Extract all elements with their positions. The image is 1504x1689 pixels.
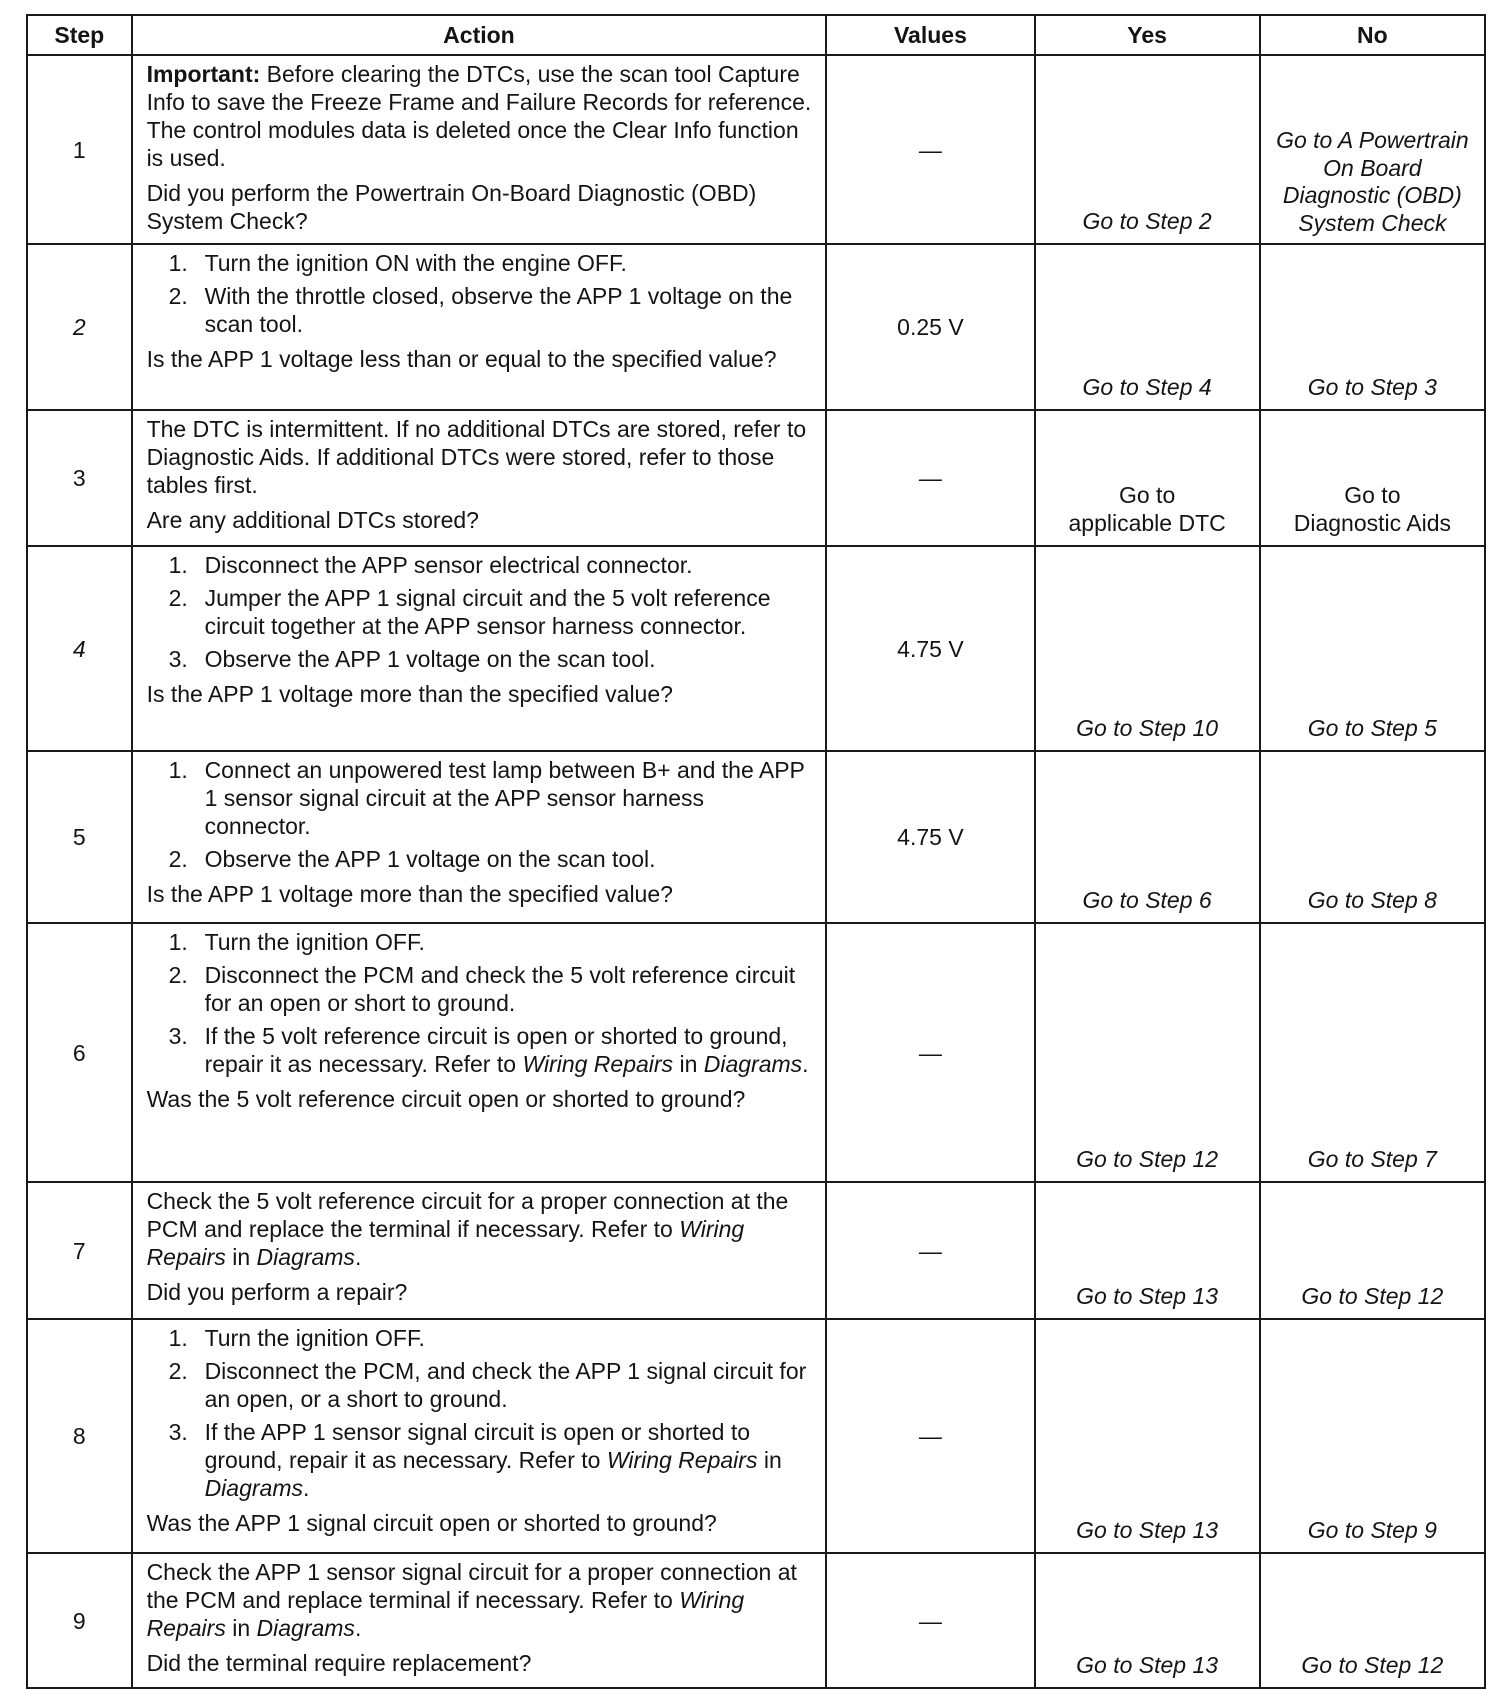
action-cell (132, 751, 827, 923)
value-cell: — (826, 1182, 1034, 1319)
header-step: Step (27, 15, 132, 55)
action-question: Was the 5 volt reference circuit open or shorted to ground? (146, 1086, 746, 1112)
yes-link[interactable]: Go to Step 12 (1035, 923, 1260, 1182)
step-number: 6 (27, 923, 132, 1182)
list-item: 3. If the 5 volt reference circuit is open or shorted to ground, repair it as necessary. Refer to Wiring Repairs in Diagrams. (168, 1023, 809, 1077)
important-label: Important: (146, 61, 261, 87)
table-row (27, 244, 1485, 410)
action-steps (147, 249, 816, 338)
no-link[interactable]: Go to Step 12 (1260, 1182, 1485, 1319)
action-question: Is the APP 1 voltage more than the specified value? (146, 681, 673, 707)
value-cell: 0.25 V (826, 244, 1034, 410)
table-row (27, 923, 1485, 1182)
list-item: 1. Turn the ignition OFF. (168, 929, 425, 955)
table-row (27, 751, 1485, 923)
header-action: Action (132, 15, 827, 55)
action-steps (147, 756, 816, 873)
list-item: 3. Observe the APP 1 voltage on the scan tool. (168, 646, 656, 672)
table-row (27, 546, 1485, 751)
no-link[interactable]: Go to Step 8 (1260, 751, 1485, 923)
value-cell: 4.75 V (826, 751, 1034, 923)
action-text: Check the 5 volt reference circuit for a proper connection at the PCM and replace the terminal if necessary. Refer to Wiring Repairs in Diagrams. (146, 1188, 789, 1270)
action-steps (147, 1324, 816, 1502)
no-link[interactable]: Go to Diagnostic Aids (1260, 410, 1485, 546)
action-steps (147, 928, 816, 1078)
action-cell (132, 244, 827, 410)
action-text: Check the APP 1 sensor signal circuit for a proper connection at the PCM and replace terminal if necessary. Refer to Wiring Repairs in Diagrams. (146, 1559, 797, 1641)
step-number: 3 (27, 410, 132, 546)
yes-link[interactable]: Go to Step 13 (1035, 1182, 1260, 1319)
action-question: Did the terminal require replacement? (146, 1650, 532, 1676)
action-question: Are any additional DTCs stored? (146, 507, 479, 533)
value-cell: 4.75 V (826, 546, 1034, 751)
yes-link[interactable]: Go to Step 10 (1035, 546, 1260, 751)
action-text: The DTC is intermittent. If no additional DTCs are stored, refer to Diagnostic Aids. If additional DTCs were stored, refer to those tables first. (146, 416, 807, 498)
action-cell (132, 55, 827, 244)
list-item: 1. Disconnect the APP sensor electrical connector. (168, 552, 693, 578)
step-number: 1 (27, 55, 132, 244)
action-question: Is the APP 1 voltage more than the specified value? (146, 881, 673, 907)
no-link[interactable]: Go to Step 5 (1260, 546, 1485, 751)
action-steps (147, 551, 816, 673)
no-link[interactable]: Go to Step 12 (1260, 1553, 1485, 1688)
list-item: 1. Connect an unpowered test lamp between B+ and the APP 1 sensor signal circuit at the APP sensor harness connector. (168, 757, 805, 839)
no-link[interactable]: Go to Step 7 (1260, 923, 1485, 1182)
action-question: Did you perform the Powertrain On-Board Diagnostic (OBD) System Check? (146, 180, 757, 234)
yes-link[interactable]: Go to Step 2 (1035, 55, 1260, 244)
action-cell (132, 1319, 827, 1553)
list-item: 2. Jumper the APP 1 signal circuit and the 5 volt reference circuit together at the APP sensor harness connector. (168, 585, 771, 639)
list-item: 3. If the APP 1 sensor signal circuit is open or shorted to ground, repair it as necessary. Refer to Wiring Repairs in Diagrams. (168, 1419, 782, 1501)
table-row (27, 1553, 1485, 1688)
no-link[interactable]: Go to Step 3 (1260, 244, 1485, 410)
action-cell (132, 1182, 827, 1319)
table-row (27, 55, 1485, 244)
step-number: 7 (27, 1182, 132, 1319)
step-number: 8 (27, 1319, 132, 1553)
no-link[interactable]: Go to Step 9 (1260, 1319, 1485, 1553)
no-link[interactable]: Go to A Powertrain On Board Diagnostic (OBD) System Check (1260, 55, 1485, 244)
action-question: Did you perform a repair? (146, 1279, 408, 1305)
diagnostic-table-container (26, 14, 1486, 1689)
value-cell: — (826, 55, 1034, 244)
list-item: 2. Disconnect the PCM, and check the APP 1 signal circuit for an open, or a short to ground. (168, 1358, 807, 1412)
action-question: Is the APP 1 voltage less than or equal to the specified value? (146, 346, 777, 372)
step-number: 4 (27, 546, 132, 751)
action-text: Important: Before clearing the DTCs, use the scan tool Capture Info to save the Freeze Frame and Failure Records for reference. The control modules data is deleted once the Clear Info function is used. (146, 61, 812, 171)
header-no: No (1260, 15, 1485, 55)
table-row (27, 1319, 1485, 1553)
yes-link[interactable]: Go to Step 6 (1035, 751, 1260, 923)
action-cell (132, 1553, 827, 1688)
list-item: 1. Turn the ignition ON with the engine OFF. (168, 250, 627, 276)
table-row (27, 410, 1485, 546)
value-cell: — (826, 410, 1034, 546)
header-values: Values (826, 15, 1034, 55)
action-cell (132, 546, 827, 751)
list-item: 2. Disconnect the PCM and check the 5 volt reference circuit for an open or short to ground. (168, 962, 796, 1016)
step-number: 9 (27, 1553, 132, 1688)
list-item: 2. With the throttle closed, observe the APP 1 voltage on the scan tool. (168, 283, 793, 337)
step-number: 5 (27, 751, 132, 923)
header-yes: Yes (1035, 15, 1260, 55)
list-item: 2. Observe the APP 1 voltage on the scan tool. (168, 846, 656, 872)
diagnostic-table (26, 14, 1486, 1689)
value-cell: — (826, 923, 1034, 1182)
yes-link[interactable]: Go to applicable DTC (1035, 410, 1260, 546)
value-cell: — (826, 1553, 1034, 1688)
list-item: 1. Turn the ignition OFF. (168, 1325, 425, 1351)
action-question: Was the APP 1 signal circuit open or shorted to ground? (146, 1510, 717, 1536)
action-cell (132, 923, 827, 1182)
step-number: 2 (27, 244, 132, 410)
action-cell (132, 410, 827, 546)
header-row (27, 15, 1485, 55)
yes-link[interactable]: Go to Step 13 (1035, 1319, 1260, 1553)
yes-link[interactable]: Go to Step 4 (1035, 244, 1260, 410)
value-cell: — (826, 1319, 1034, 1553)
table-row (27, 1182, 1485, 1319)
yes-link[interactable]: Go to Step 13 (1035, 1553, 1260, 1688)
